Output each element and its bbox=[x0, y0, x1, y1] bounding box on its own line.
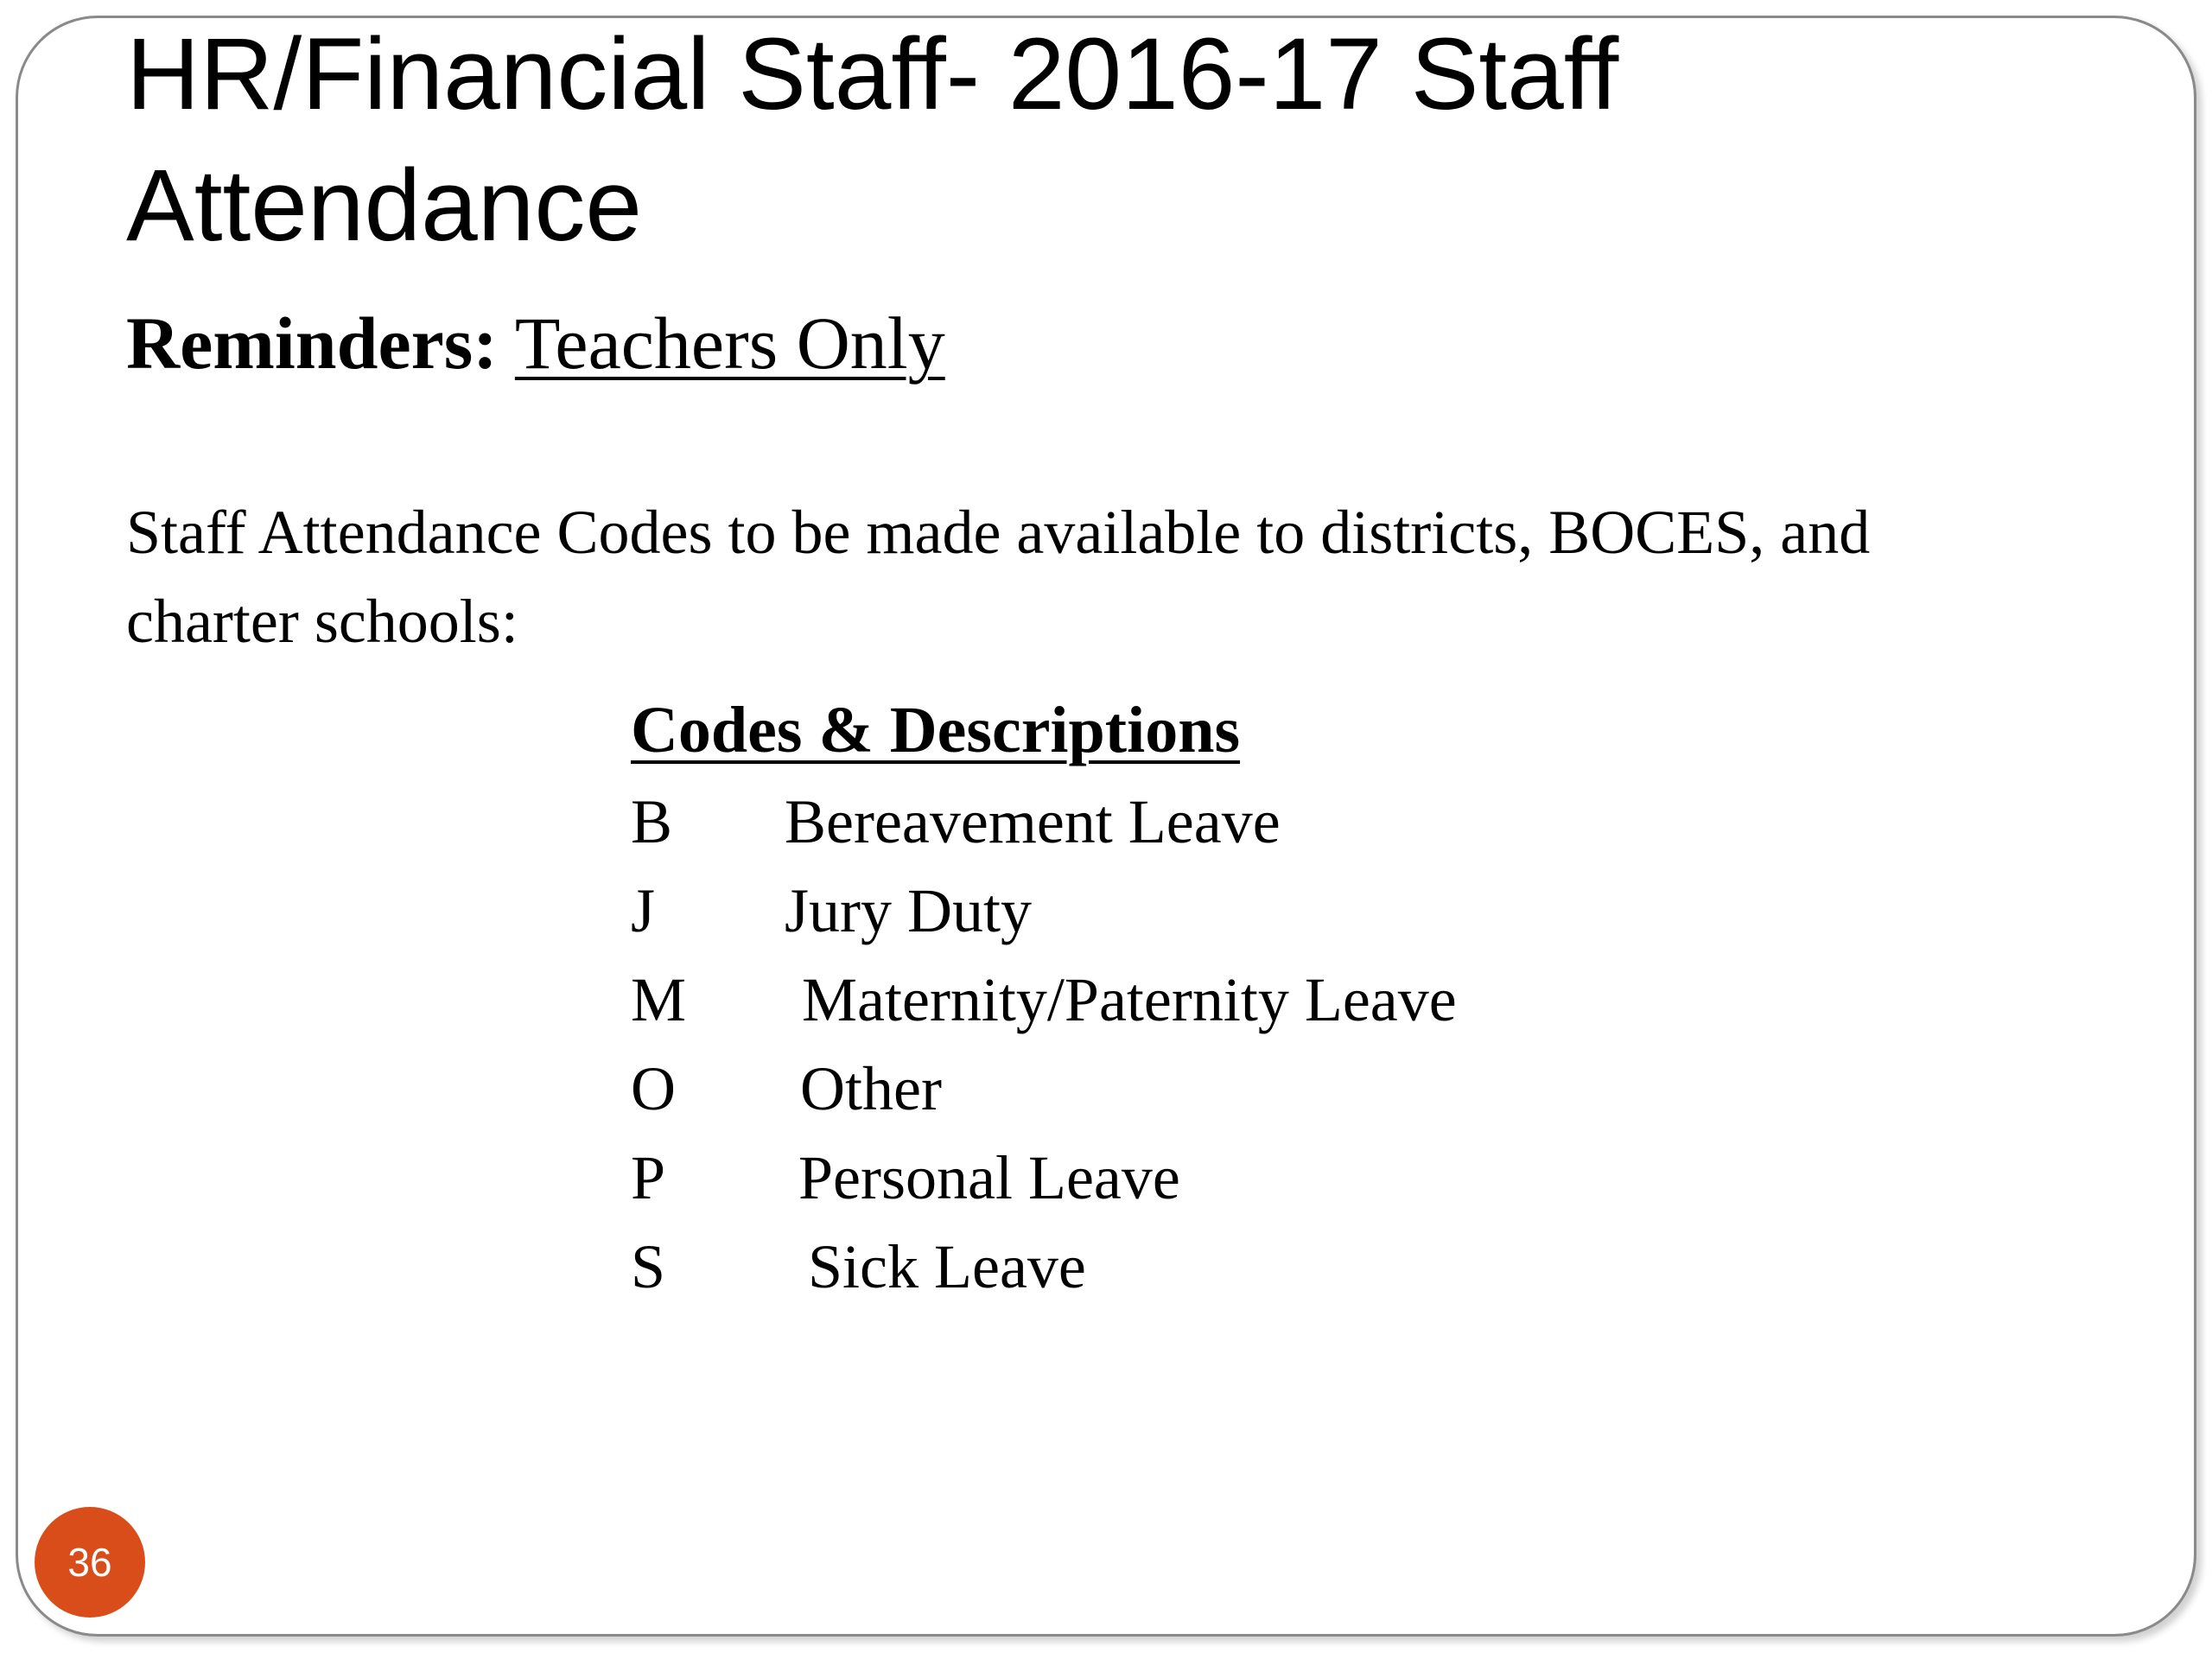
code-letter: B bbox=[631, 787, 673, 856]
reminders-value: Teachers Only bbox=[514, 302, 945, 385]
code-description: Other bbox=[800, 1054, 942, 1123]
code-description: Maternity/Paternity Leave bbox=[802, 965, 1457, 1034]
code-description: Personal Leave bbox=[798, 1143, 1180, 1212]
body-line-1: Staff Attendance Codes to be made available to districts, BOCES, and bbox=[126, 498, 1871, 567]
body-line-2: charter schools: bbox=[126, 587, 518, 656]
code-letter: O bbox=[631, 1054, 676, 1123]
codes-heading: Codes & Descriptions bbox=[631, 694, 1241, 766]
reminders bbox=[126, 296, 945, 391]
code-description: Sick Leave bbox=[808, 1232, 1086, 1301]
slide-title bbox=[126, 9, 2113, 271]
code-row-other bbox=[631, 1045, 1668, 1134]
code-row-maternity bbox=[631, 956, 1668, 1045]
body-paragraph bbox=[126, 488, 2113, 666]
slide-title-line-2: Attendance bbox=[126, 149, 643, 263]
code-letter: J bbox=[631, 876, 656, 945]
code-letter: M bbox=[631, 965, 687, 1034]
slide-title-line-1: HR/Financial Staff- 2016-17 Staff bbox=[126, 17, 1619, 131]
code-description: Jury Duty bbox=[785, 876, 1032, 945]
code-letter: P bbox=[631, 1143, 666, 1212]
code-row-bereavement bbox=[631, 778, 1668, 867]
reminders-label: Reminders: bbox=[126, 302, 498, 385]
codes-list bbox=[631, 778, 1668, 1312]
code-letter: S bbox=[631, 1232, 666, 1301]
code-row-personal bbox=[631, 1134, 1668, 1223]
code-row-sick bbox=[631, 1223, 1668, 1312]
page-number-badge: 36 bbox=[35, 1507, 145, 1618]
code-description: Bereavement Leave bbox=[785, 787, 1281, 856]
code-row-jury-duty bbox=[631, 867, 1668, 956]
